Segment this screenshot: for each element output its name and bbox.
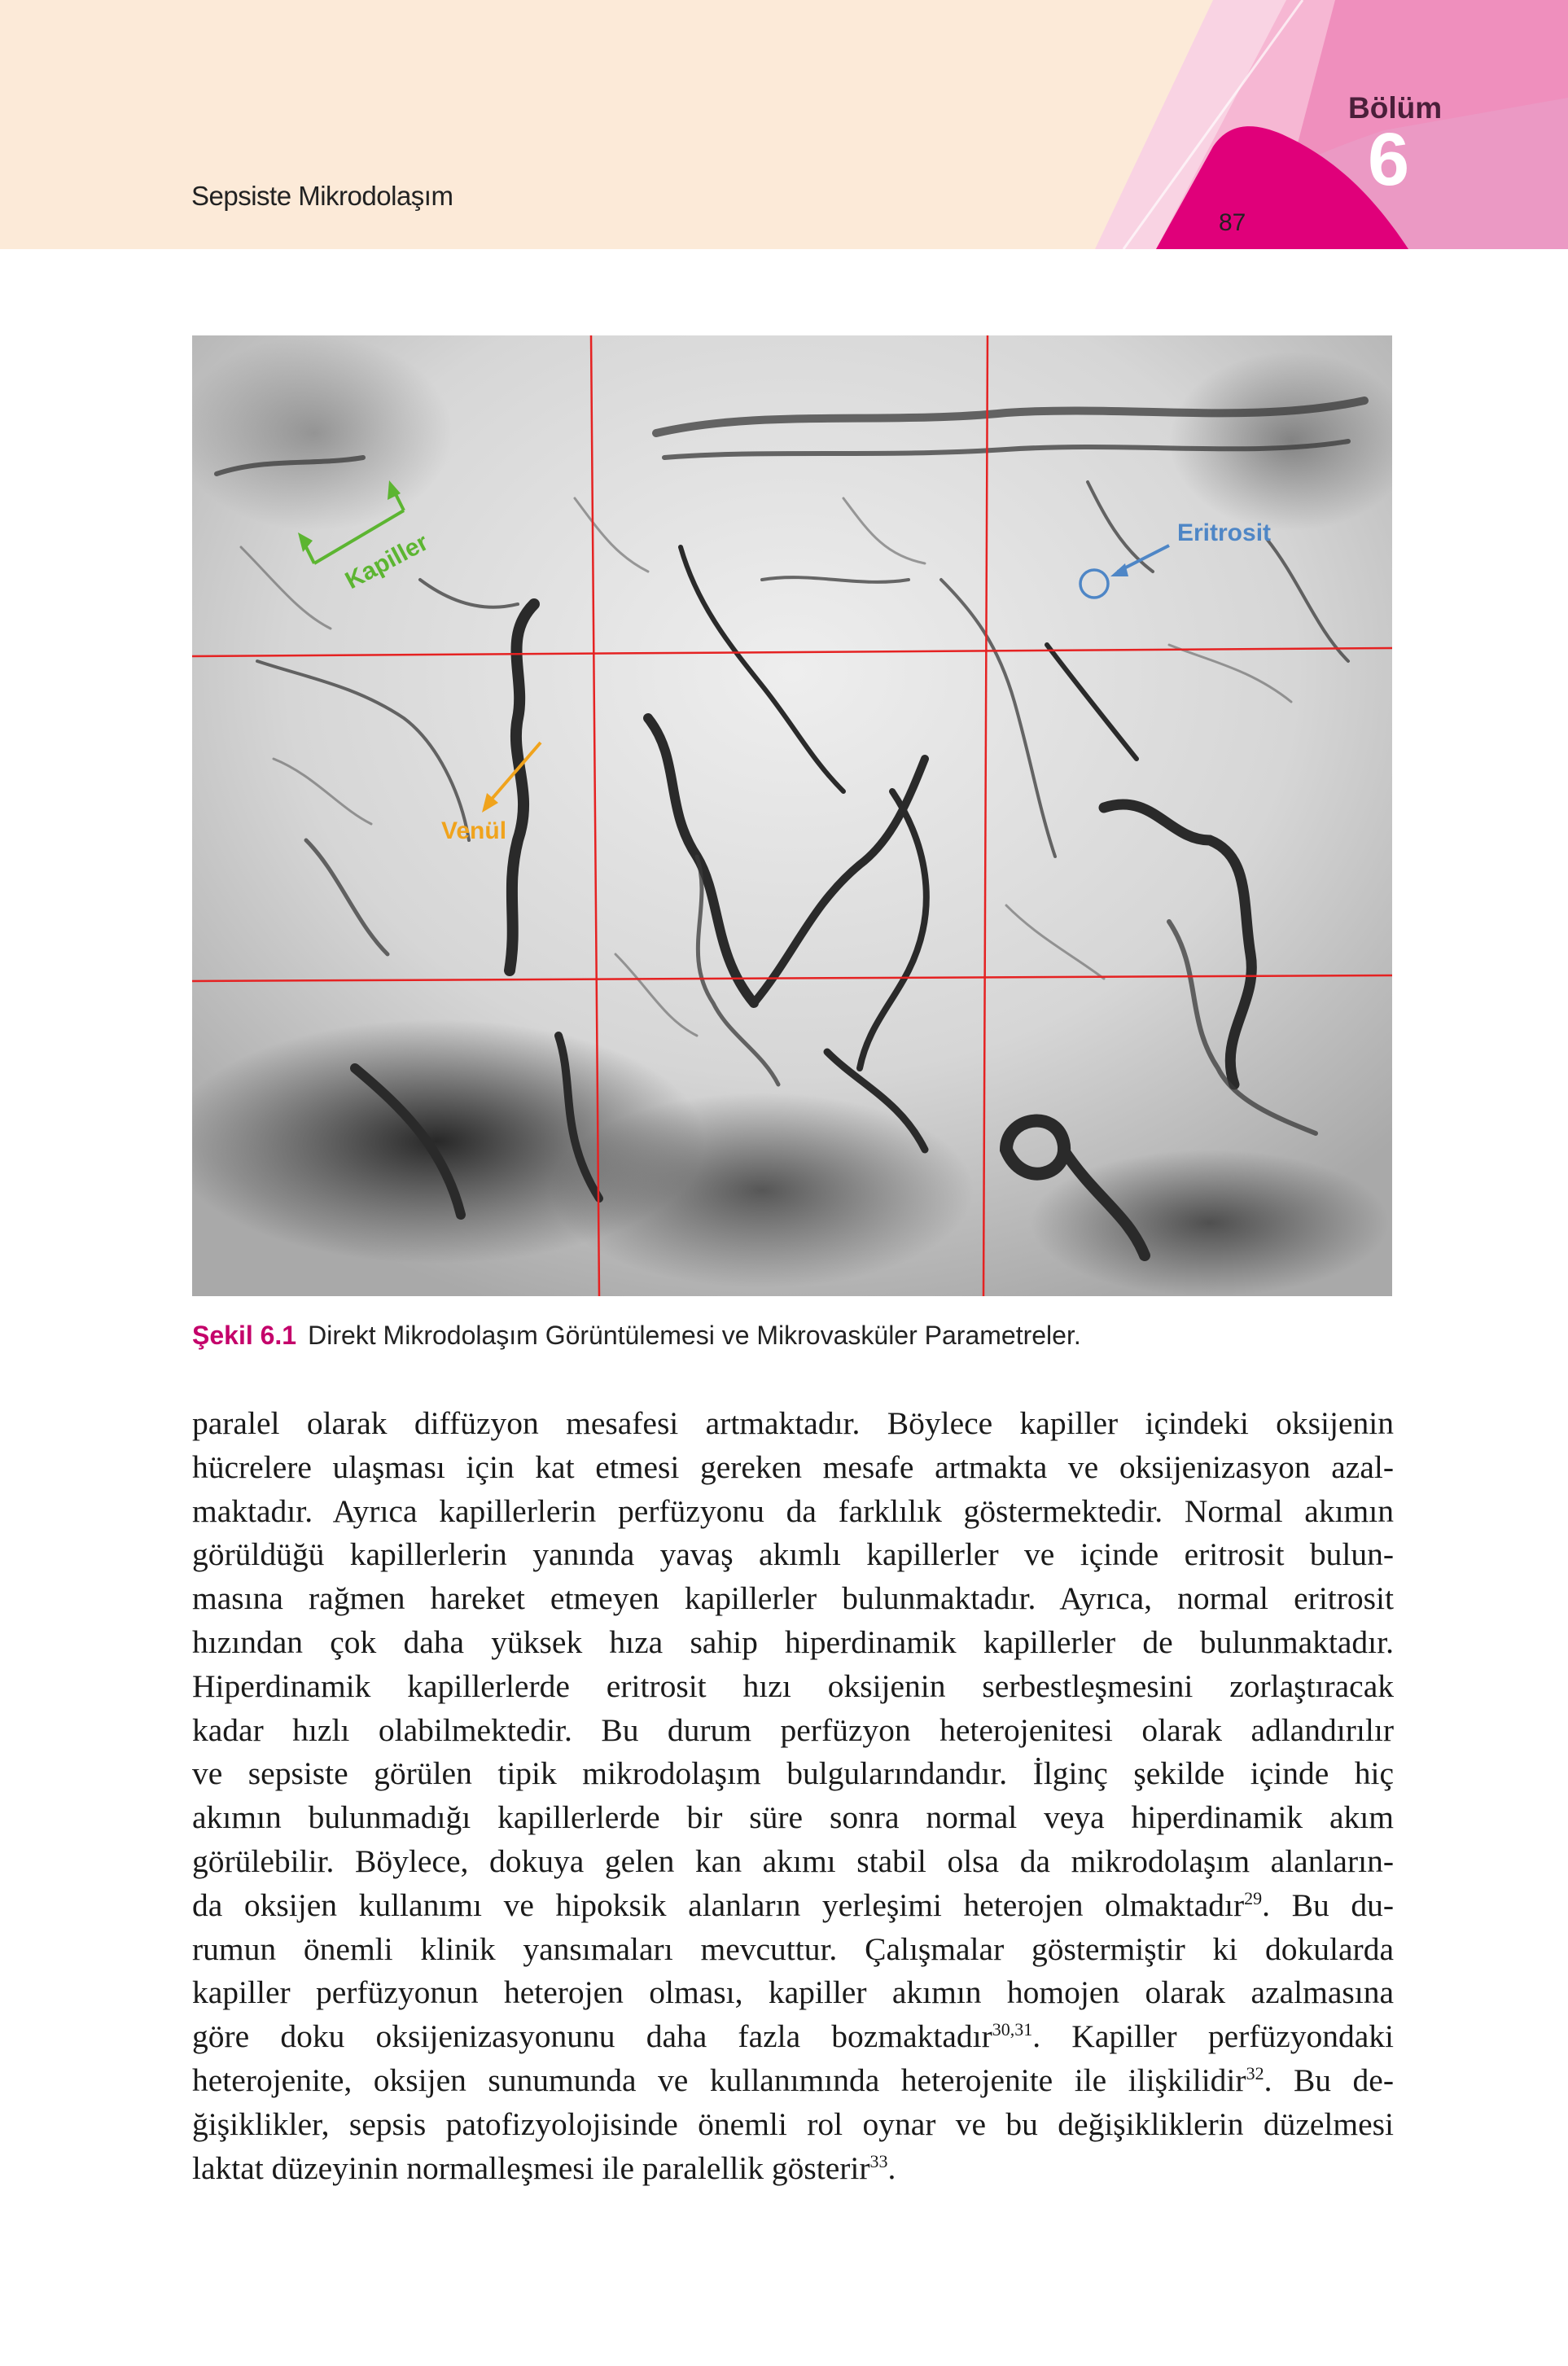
text-line [192, 1446, 1394, 1490]
text-line [192, 2103, 1394, 2147]
capillary-label: Kapiller [340, 528, 433, 595]
text-line-continuation: . [887, 2149, 896, 2186]
microscopy-image [192, 335, 1392, 1296]
text-line [192, 2015, 1394, 2059]
microcirculation-figure [192, 335, 1392, 1296]
text-line [192, 1577, 1394, 1621]
text-line-content: maktadır. Ayrıca kapillerlerin perfüzyonu da farklılık göstermektedir. Normal akımın [192, 1492, 1394, 1529]
text-line [192, 1796, 1394, 1840]
text-line-content: da oksijen kullanımı ve hipoksik alanların yerleşimi heterojen olmaktadır [192, 1886, 1245, 1923]
venule-label: Venül [441, 817, 507, 844]
text-line [192, 1665, 1394, 1709]
text-line-content: kadar hızlı olabilmektedir. Bu durum perfüzyon heterojenitesi olarak adlandırılır [192, 1711, 1394, 1748]
chapter-label: Bölüm [1348, 91, 1443, 125]
chapter-number: 6 [1368, 118, 1410, 201]
text-line-continuation: . Kapiller perfüzyondaki [1032, 2018, 1394, 2055]
body-paragraph [192, 1402, 1394, 2190]
figure-caption [192, 1321, 1081, 1351]
text-line-continuation: . Bu de- [1264, 2061, 1394, 2098]
erythrocyte-label: Eritrosit [1177, 519, 1272, 546]
page-header [0, 0, 1568, 249]
text-line [192, 2059, 1394, 2103]
running-title: Sepsiste Mikrodolaşım [191, 181, 453, 211]
citation-superscript: 29 [1244, 1887, 1263, 1908]
text-line [192, 1971, 1394, 2015]
text-line-continuation: . Bu du- [1262, 1886, 1394, 1923]
text-line [192, 1840, 1394, 1884]
citation-superscript: 30,31 [992, 2019, 1033, 2040]
text-line-content: paralel olarak diffüzyon mesafesi artmaktadır. Böylece kapiller içindeki oksijenin [192, 1405, 1394, 1441]
text-line [192, 1884, 1394, 1928]
header-decoration [0, 0, 1568, 249]
citation-superscript: 32 [1246, 2062, 1264, 2083]
text-line-content: hızından çok daha yüksek hıza sahip hiperdinamik kapillerler de bulunmaktadır. [192, 1623, 1394, 1660]
text-line-content: Hiperdinamik kapillerlerde eritrosit hızı oksijenin serbestleşmesini zorlaştıracak [192, 1667, 1394, 1704]
text-line-content: rumun önemli klinik yansımaları mevcuttur. Çalışmalar göstermiştir ki dokularda [192, 1930, 1394, 1967]
text-line-content: laktat düzeyinin normalleşmesi ile paralellik gösterir [192, 2149, 870, 2186]
citation-superscript: 33 [869, 2150, 888, 2171]
text-line [192, 1752, 1394, 1796]
text-line [192, 1402, 1394, 1446]
page-number: 87 [1219, 209, 1246, 236]
text-line [192, 1490, 1394, 1534]
text-line-content: akımın bulunmadığı kapillerlerde bir süre sonra normal veya hiperdinamik akım [192, 1799, 1394, 1836]
text-line-content: hücrelere ulaşması için kat etmesi gereken mesafe artmakta ve oksijenizasyon azal- [192, 1448, 1394, 1485]
text-line-content: göre doku oksijenizasyonunu daha fazla bozmaktadır [192, 2018, 992, 2055]
text-line-content: görüldüğü kapillerlerin yanında yavaş akımlı kapillerler ve içinde eritrosit bulun- [192, 1536, 1394, 1573]
text-line [192, 2147, 1394, 2191]
caption-number: Şekil 6.1 [192, 1321, 297, 1350]
text-line [192, 1928, 1394, 1972]
text-line [192, 1621, 1394, 1665]
text-line-content: kapiller perfüzyonun heterojen olması, kapiller akımın homojen olarak azalmasına [192, 1974, 1394, 2011]
text-line [192, 1533, 1394, 1577]
text-line-content: masına rağmen hareket etmeyen kapillerler bulunmaktadır. Ayrıca, normal eritrosit [192, 1580, 1394, 1617]
text-line-content: heterojenite, oksijen sunumunda ve kullanımında heterojenite ile ilişkilidir [192, 2061, 1246, 2098]
text-line-content: ve sepsiste görülen tipik mikrodolaşım bulgularındandır. İlginç şekilde içinde hiç [192, 1755, 1394, 1792]
text-line-content: görülebilir. Böylece, dokuya gelen kan akımı stabil olsa da mikrodolaşım alanların- [192, 1842, 1394, 1879]
text-line-content: ğişiklikler, sepsis patofizyolojisinde önemli rol oynar ve bu değişikliklerin düzelmesi [192, 2105, 1394, 2142]
text-line [192, 1709, 1394, 1753]
caption-text: Direkt Mikrodolaşım Görüntülemesi ve Mikrovasküler Parametreler. [308, 1321, 1081, 1350]
